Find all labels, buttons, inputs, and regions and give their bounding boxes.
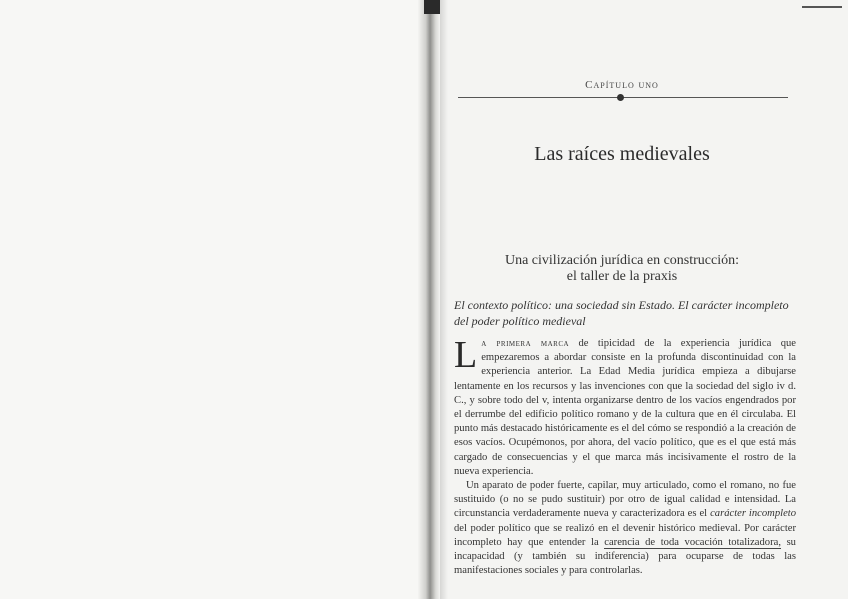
underlined-phrase: carencia de toda vocación totalizadora, xyxy=(604,536,781,548)
chapter-title: Las raíces medievales xyxy=(534,143,710,165)
italic-phrase: carácter incompleto xyxy=(710,508,797,520)
paragraph-1 xyxy=(454,334,796,479)
scan-corner-mark xyxy=(802,6,842,8)
section-title-line-1: Una civilización jurídica en construcción: xyxy=(504,253,740,268)
paragraph-1-text: de tipicidad de la experiencia jurídica que empezaremos a abordar consiste en la profunda discontinuidad con la experiencia anterior. La Edad Media jurídica empieza a dibujarse lentamente en los recursos y las invenciones con que la sociedad del siglo iv d. C., y sobre todo del v, intenta organizarse dentro de los vacíos engendrados por el derrumbe del edificio político romano y de la cultura que en él circulaba. El punto más destacado históricamente es el del cómo se respondió a la creación de esos vacíos. Ocupémonos, por ahora, del vacío político, que es el que está más cargado de consecuencias y el que marca más incisivamente el rostro de la nueva experiencia. xyxy=(454,338,796,477)
paragraph-2 xyxy=(454,479,796,578)
subsection-title: El contexto político: una sociedad sin Estado. El carácter incompleto del poder político medieval xyxy=(454,298,789,328)
body-text xyxy=(454,334,797,578)
section-title xyxy=(440,253,804,285)
paragraph-2-part-1: Un aparato de poder fuerte, capilar, muy articulado, como el romano, no fue sustituido (o no se pudo sustituir) por otro de igual calidad e intensidad. La circunstancia verdaderamente nueva y caracterizadora es el xyxy=(454,480,796,520)
dropcap: L xyxy=(454,334,478,376)
gutter-dark-edge xyxy=(424,0,440,14)
book-gutter xyxy=(418,0,440,599)
paragraph-2-part-2: del poder político que se realizó en el devenir histórico medieval. Por carácter incompleto hay que entender la xyxy=(454,522,796,548)
chapter-label: Capítulo uno xyxy=(585,79,659,91)
paragraph-2-part-3: su incapacidad (y también su indiferencia) para ocuparse de todas las manifestaciones sociales y para controlarlas. xyxy=(454,536,796,577)
section-title-line-2: el taller de la praxis xyxy=(566,269,678,284)
chapter-ornament-dot xyxy=(617,94,624,101)
lead-small-caps: a primera marca xyxy=(481,338,570,349)
